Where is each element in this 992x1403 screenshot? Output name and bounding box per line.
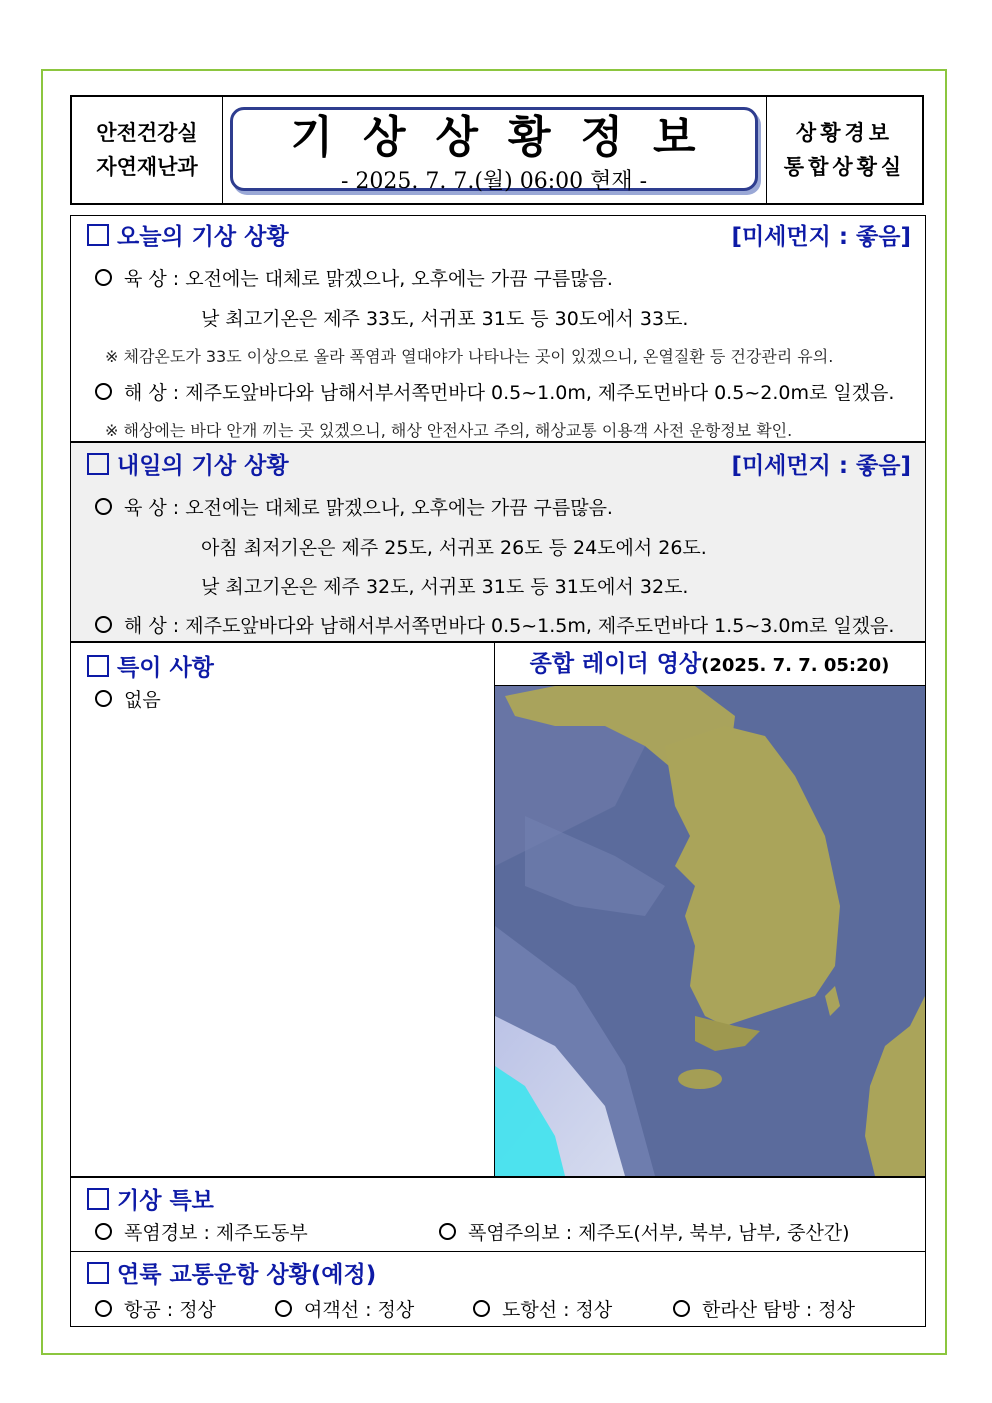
- jeju-island: [678, 1069, 722, 1089]
- tomorrow-sea-label: 해 상 :: [124, 615, 180, 637]
- traffic-item-air-text: 항공 : 정상: [124, 1299, 216, 1321]
- traffic-item-ferry: [275, 1295, 414, 1322]
- radar-image: [495, 686, 925, 1176]
- circle-bullet-icon: [439, 1223, 456, 1240]
- today-sea-text: 제주도앞바다와 남해서부서쪽먼바다 0.5~1.0m, 제주도먼바다 0.5~2.0m로 일겠음.: [185, 382, 895, 404]
- checkbox-icon: [87, 1262, 109, 1284]
- title-banner: [230, 107, 758, 194]
- department-line-2: 자연재난과: [96, 155, 198, 179]
- today-weather-section: [70, 215, 926, 442]
- checkbox-icon: [87, 1188, 109, 1210]
- warning-item-1: [95, 1218, 308, 1245]
- today-land-line-2: 낮 최고기온은 제주 33도, 서귀포 31도 등 30도에서 33도.: [201, 308, 689, 330]
- tomorrow-land-line-2: 아침 최저기온은 제주 25도, 서귀포 26도 등 24도에서 26도.: [201, 537, 707, 559]
- warning-item-1-text: 폭염경보 : 제주도동부: [124, 1222, 308, 1244]
- radar-heading: [494, 643, 925, 686]
- special-heading-text: 특이 사항: [117, 655, 214, 681]
- special-item-text: 없음: [124, 689, 161, 711]
- weather-warnings-section: [70, 1177, 926, 1252]
- traffic-item-island-ferry: [473, 1295, 612, 1322]
- tomorrow-sea-text: 제주도앞바다와 남해서부서쪽먼바다 0.5~1.5m, 제주도먼바다 1.5~3.0m로 일겠음.: [185, 615, 895, 637]
- traffic-heading: [87, 1256, 376, 1289]
- special-and-radar-area: [70, 642, 926, 1177]
- today-sea-line: [95, 378, 894, 405]
- tomorrow-heading: [87, 447, 289, 480]
- today-land-line-1: [95, 264, 613, 291]
- report-header: [70, 95, 924, 205]
- tomorrow-land-label: 육 상 :: [124, 497, 180, 519]
- tomorrow-sea-line: [95, 611, 894, 638]
- checkbox-icon: [87, 453, 109, 475]
- tomorrow-land-text-1: 오전에는 대체로 맑겠으나, 오후에는 가끔 구름많음.: [185, 497, 613, 519]
- department-line-1: 안전건강실: [96, 121, 198, 145]
- warning-item-2: [439, 1218, 850, 1245]
- warning-item-2-text: 폭염주의보 : 제주도(서부, 북부, 남부, 중산간): [468, 1222, 850, 1244]
- today-land-label: 육 상 :: [124, 268, 180, 290]
- office-line-1: 상황경보: [795, 121, 894, 145]
- today-land-text-1: 오전에는 대체로 맑겠으나, 오후에는 가끔 구름많음.: [185, 268, 613, 290]
- tomorrow-dust-status: [미세먼지 : 좋음]: [731, 453, 911, 479]
- today-note-2: ※ 해상에는 바다 안개 끼는 곳 있겠으니, 해상 안전사고 주의, 해상교통 이용객 사전 운항정보 확인.: [105, 421, 793, 440]
- department-block: [72, 97, 223, 203]
- today-note-1: ※ 체감온도가 33도 이상으로 올라 폭염과 열대야가 나타나는 곳이 있겠으니, 온열질환 등 건강관리 유의.: [105, 347, 834, 366]
- radar-timestamp: (2025. 7. 7. 05:20): [701, 655, 890, 676]
- radar-map-svg: [495, 686, 925, 1176]
- traffic-item-ferry-text: 여객선 : 정상: [304, 1299, 415, 1321]
- warnings-heading-text: 기상 특보: [117, 1188, 214, 1214]
- circle-bullet-icon: [473, 1300, 490, 1317]
- traffic-heading-text: 연륙 교통운항 상황(예정): [117, 1262, 377, 1288]
- today-dust-status: [미세먼지 : 좋음]: [731, 224, 911, 250]
- traffic-section: [70, 1251, 926, 1327]
- circle-bullet-icon: [95, 383, 112, 400]
- tomorrow-heading-text: 내일의 기상 상황: [117, 453, 289, 479]
- office-block: [766, 97, 922, 203]
- report-title: 기상상황정보: [290, 112, 726, 163]
- circle-bullet-icon: [95, 1300, 112, 1317]
- circle-bullet-icon: [95, 616, 112, 633]
- report-date: - 2025. 7. 7.(월) 06:00 현재 -: [340, 169, 648, 194]
- traffic-item-hallasan: [673, 1295, 855, 1322]
- traffic-item-air: [95, 1295, 216, 1322]
- checkbox-icon: [87, 224, 109, 246]
- circle-bullet-icon: [95, 1223, 112, 1240]
- traffic-item-island-ferry-text: 도항선 : 정상: [502, 1299, 613, 1321]
- office-line-2: 통합상황실: [783, 155, 906, 179]
- circle-bullet-icon: [673, 1300, 690, 1317]
- warnings-heading: [87, 1182, 214, 1215]
- special-heading: [87, 649, 214, 682]
- tomorrow-land-line-1: [95, 493, 613, 520]
- today-heading: [87, 218, 289, 251]
- today-heading-text: 오늘의 기상 상황: [117, 224, 289, 250]
- tomorrow-land-line-3: 낮 최고기온은 제주 32도, 서귀포 31도 등 31도에서 32도.: [201, 576, 689, 598]
- circle-bullet-icon: [275, 1300, 292, 1317]
- circle-bullet-icon: [95, 269, 112, 286]
- special-item: [95, 685, 161, 712]
- circle-bullet-icon: [95, 690, 112, 707]
- circle-bullet-icon: [95, 498, 112, 515]
- radar-title: 종합 레이더 영상: [529, 651, 702, 677]
- traffic-item-hallasan-text: 한라산 탐방 : 정상: [702, 1299, 855, 1321]
- special-notes-section: [71, 643, 495, 1176]
- today-sea-label: 해 상 :: [124, 382, 180, 404]
- tomorrow-weather-section: [70, 442, 926, 642]
- checkbox-icon: [87, 655, 109, 677]
